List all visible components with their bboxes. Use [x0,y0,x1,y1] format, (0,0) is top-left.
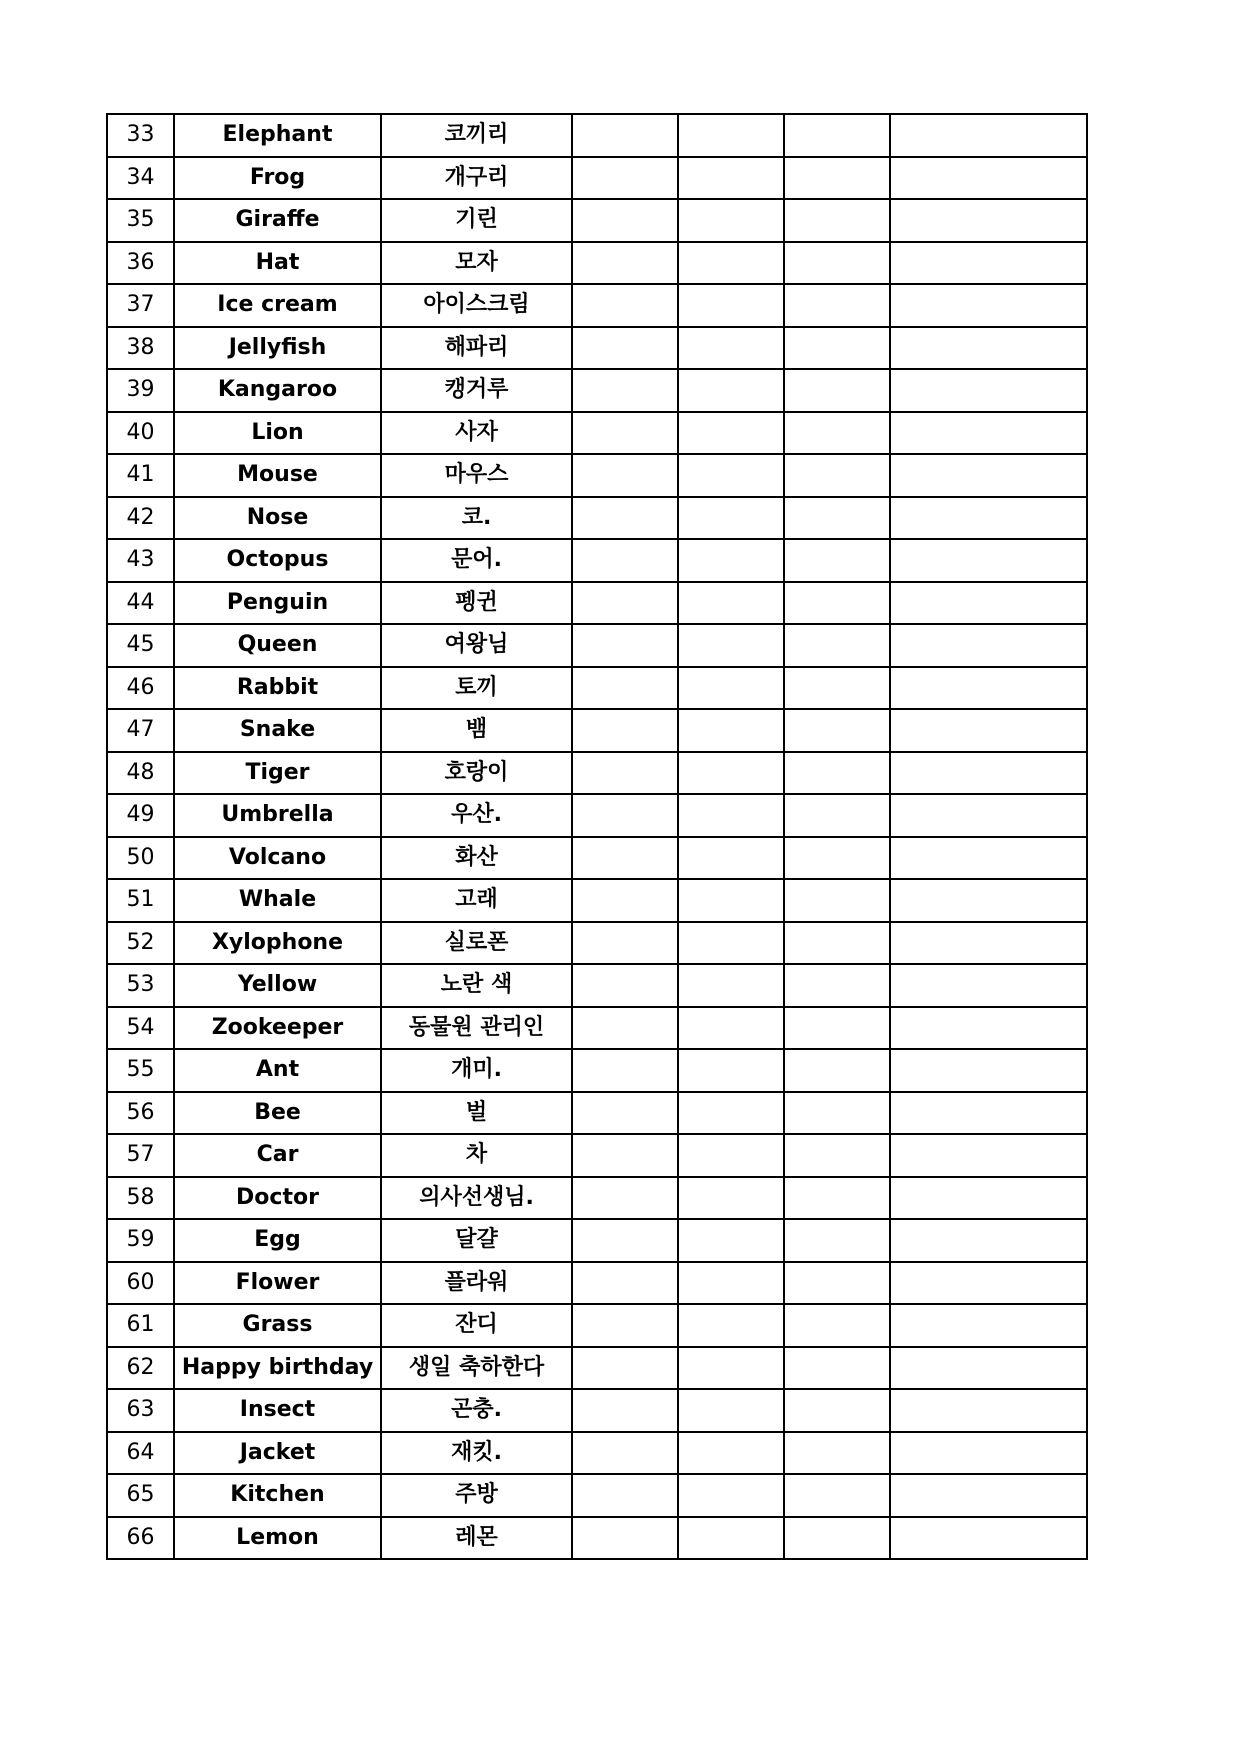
blank-cell-3 [784,327,890,370]
blank-cell-3 [784,667,890,710]
blank-cell-1 [572,1304,678,1347]
blank-cell-2 [678,1134,784,1177]
blank-cell-2 [678,1262,784,1305]
blank-cell-1 [572,1432,678,1475]
row-number: 56 [107,1092,174,1135]
row-number: 40 [107,412,174,455]
blank-cell-2 [678,837,784,880]
english-word: Lemon [174,1517,381,1560]
blank-cell-3 [784,539,890,582]
blank-cell-4 [890,1347,1087,1390]
row-number: 48 [107,752,174,795]
blank-cell-3 [784,1007,890,1050]
table-row [107,157,1087,200]
blank-cell-3 [784,582,890,625]
blank-cell-3 [784,752,890,795]
korean-word: 사자 [381,412,572,455]
english-word: Nose [174,497,381,540]
blank-cell-4 [890,582,1087,625]
blank-cell-2 [678,412,784,455]
blank-cell-4 [890,667,1087,710]
table-row [107,284,1087,327]
blank-cell-2 [678,497,784,540]
korean-word: 재킷. [381,1432,572,1475]
blank-cell-2 [678,1517,784,1560]
row-number: 47 [107,709,174,752]
blank-cell-1 [572,1517,678,1560]
english-word: Ant [174,1049,381,1092]
blank-cell-1 [572,1134,678,1177]
blank-cell-4 [890,454,1087,497]
blank-cell-1 [572,369,678,412]
english-word: Snake [174,709,381,752]
blank-cell-4 [890,1304,1087,1347]
korean-word: 모자 [381,242,572,285]
blank-cell-4 [890,1389,1087,1432]
blank-cell-2 [678,1219,784,1262]
blank-cell-1 [572,157,678,200]
blank-cell-2 [678,327,784,370]
english-word: Tiger [174,752,381,795]
blank-cell-1 [572,1049,678,1092]
row-number: 62 [107,1347,174,1390]
row-number: 45 [107,624,174,667]
blank-cell-4 [890,879,1087,922]
table-row [107,1347,1087,1390]
blank-cell-2 [678,752,784,795]
blank-cell-1 [572,1219,678,1262]
row-number: 63 [107,1389,174,1432]
english-word: Flower [174,1262,381,1305]
blank-cell-3 [784,1177,890,1220]
blank-cell-4 [890,1007,1087,1050]
row-number: 33 [107,114,174,157]
korean-word: 레몬 [381,1517,572,1560]
english-word: Kitchen [174,1474,381,1517]
english-word: Egg [174,1219,381,1262]
blank-cell-3 [784,1347,890,1390]
korean-word: 캥거루 [381,369,572,412]
blank-cell-1 [572,199,678,242]
row-number: 60 [107,1262,174,1305]
blank-cell-1 [572,284,678,327]
english-word: Grass [174,1304,381,1347]
blank-cell-2 [678,709,784,752]
blank-cell-4 [890,1432,1087,1475]
blank-cell-1 [572,1474,678,1517]
blank-cell-2 [678,624,784,667]
row-number: 61 [107,1304,174,1347]
korean-word: 생일 축하한다 [381,1347,572,1390]
korean-word: 여왕님 [381,624,572,667]
blank-cell-4 [890,1049,1087,1092]
blank-cell-4 [890,752,1087,795]
table-row [107,964,1087,1007]
blank-cell-4 [890,327,1087,370]
korean-word: 뱀 [381,709,572,752]
vocabulary-table-body [107,114,1087,1559]
blank-cell-4 [890,922,1087,965]
table-row [107,709,1087,752]
blank-cell-3 [784,242,890,285]
english-word: Queen [174,624,381,667]
row-number: 42 [107,497,174,540]
blank-cell-4 [890,1177,1087,1220]
korean-word: 고래 [381,879,572,922]
blank-cell-1 [572,709,678,752]
table-row [107,624,1087,667]
table-row [107,1177,1087,1220]
english-word: Kangaroo [174,369,381,412]
blank-cell-3 [784,922,890,965]
table-row [107,369,1087,412]
blank-cell-4 [890,114,1087,157]
blank-cell-4 [890,1092,1087,1135]
blank-cell-3 [784,794,890,837]
table-row [107,1389,1087,1432]
row-number: 57 [107,1134,174,1177]
table-row [107,242,1087,285]
blank-cell-1 [572,879,678,922]
row-number: 41 [107,454,174,497]
row-number: 46 [107,667,174,710]
row-number: 53 [107,964,174,1007]
blank-cell-4 [890,242,1087,285]
blank-cell-4 [890,539,1087,582]
blank-cell-3 [784,1134,890,1177]
row-number: 44 [107,582,174,625]
row-number: 54 [107,1007,174,1050]
row-number: 37 [107,284,174,327]
korean-word: 화산 [381,837,572,880]
row-number: 34 [107,157,174,200]
blank-cell-2 [678,879,784,922]
english-word: Elephant [174,114,381,157]
english-word: Doctor [174,1177,381,1220]
row-number: 52 [107,922,174,965]
blank-cell-2 [678,1177,784,1220]
row-number: 39 [107,369,174,412]
blank-cell-1 [572,242,678,285]
korean-word: 기린 [381,199,572,242]
blank-cell-2 [678,242,784,285]
blank-cell-1 [572,412,678,455]
row-number: 51 [107,879,174,922]
table-row [107,582,1087,625]
blank-cell-2 [678,964,784,1007]
english-word: Happy birthday [174,1347,381,1390]
table-row [107,327,1087,370]
english-word: Volcano [174,837,381,880]
english-word: Frog [174,157,381,200]
table-row [107,1007,1087,1050]
table-row [107,794,1087,837]
row-number: 50 [107,837,174,880]
blank-cell-1 [572,752,678,795]
blank-cell-4 [890,1517,1087,1560]
english-word: Jacket [174,1432,381,1475]
blank-cell-1 [572,454,678,497]
blank-cell-3 [784,624,890,667]
korean-word: 개구리 [381,157,572,200]
blank-cell-2 [678,794,784,837]
blank-cell-1 [572,837,678,880]
korean-word: 벌 [381,1092,572,1135]
english-word: Whale [174,879,381,922]
blank-cell-2 [678,1474,784,1517]
row-number: 43 [107,539,174,582]
blank-cell-3 [784,1049,890,1092]
table-row [107,1049,1087,1092]
table-row [107,114,1087,157]
blank-cell-2 [678,922,784,965]
korean-word: 차 [381,1134,572,1177]
table-row [107,497,1087,540]
blank-cell-1 [572,624,678,667]
blank-cell-3 [784,1389,890,1432]
table-row [107,1432,1087,1475]
korean-word: 개미. [381,1049,572,1092]
blank-cell-3 [784,1474,890,1517]
row-number: 66 [107,1517,174,1560]
blank-cell-3 [784,964,890,1007]
blank-cell-1 [572,1092,678,1135]
blank-cell-1 [572,1177,678,1220]
row-number: 35 [107,199,174,242]
blank-cell-1 [572,327,678,370]
korean-word: 주방 [381,1474,572,1517]
blank-cell-3 [784,1304,890,1347]
table-row [107,879,1087,922]
blank-cell-1 [572,667,678,710]
blank-cell-2 [678,1304,784,1347]
blank-cell-4 [890,709,1087,752]
korean-word: 호랑이 [381,752,572,795]
table-row [107,454,1087,497]
row-number: 55 [107,1049,174,1092]
table-row [107,667,1087,710]
english-word: Octopus [174,539,381,582]
table-row [107,199,1087,242]
blank-cell-1 [572,539,678,582]
blank-cell-1 [572,1389,678,1432]
blank-cell-4 [890,157,1087,200]
korean-word: 우산. [381,794,572,837]
korean-word: 의사선생님. [381,1177,572,1220]
table-row [107,922,1087,965]
english-word: Penguin [174,582,381,625]
table-row [107,539,1087,582]
english-word: Lion [174,412,381,455]
table-row [107,1474,1087,1517]
blank-cell-3 [784,497,890,540]
blank-cell-2 [678,582,784,625]
english-word: Zookeeper [174,1007,381,1050]
blank-cell-4 [890,1219,1087,1262]
blank-cell-3 [784,454,890,497]
blank-cell-2 [678,199,784,242]
english-word: Mouse [174,454,381,497]
korean-word: 마우스 [381,454,572,497]
korean-word: 문어. [381,539,572,582]
english-word: Giraffe [174,199,381,242]
blank-cell-2 [678,539,784,582]
blank-cell-4 [890,284,1087,327]
table-row [107,1262,1087,1305]
blank-cell-4 [890,624,1087,667]
blank-cell-4 [890,497,1087,540]
table-row [107,1134,1087,1177]
table-row [107,1219,1087,1262]
blank-cell-2 [678,1007,784,1050]
english-word: Rabbit [174,667,381,710]
blank-cell-1 [572,1007,678,1050]
korean-word: 토끼 [381,667,572,710]
blank-cell-3 [784,709,890,752]
row-number: 58 [107,1177,174,1220]
blank-cell-1 [572,922,678,965]
blank-cell-2 [678,284,784,327]
korean-word: 동물원 관리인 [381,1007,572,1050]
blank-cell-3 [784,879,890,922]
blank-cell-4 [890,1262,1087,1305]
blank-cell-3 [784,114,890,157]
korean-word: 펭귄 [381,582,572,625]
blank-cell-4 [890,964,1087,1007]
blank-cell-2 [678,667,784,710]
korean-word: 플라워 [381,1262,572,1305]
vocabulary-table [106,113,1088,1560]
blank-cell-1 [572,964,678,1007]
blank-cell-1 [572,1347,678,1390]
blank-cell-4 [890,369,1087,412]
blank-cell-3 [784,369,890,412]
table-row [107,1517,1087,1560]
table-row [107,412,1087,455]
blank-cell-3 [784,1262,890,1305]
korean-word: 곤충. [381,1389,572,1432]
korean-word: 실로폰 [381,922,572,965]
blank-cell-4 [890,837,1087,880]
row-number: 64 [107,1432,174,1475]
table-row [107,752,1087,795]
blank-cell-1 [572,497,678,540]
english-word: Hat [174,242,381,285]
blank-cell-3 [784,199,890,242]
row-number: 65 [107,1474,174,1517]
english-word: Umbrella [174,794,381,837]
blank-cell-2 [678,369,784,412]
blank-cell-1 [572,114,678,157]
english-word: Jellyfish [174,327,381,370]
blank-cell-3 [784,1432,890,1475]
blank-cell-1 [572,582,678,625]
blank-cell-2 [678,114,784,157]
blank-cell-3 [784,1517,890,1560]
blank-cell-2 [678,157,784,200]
english-word: Bee [174,1092,381,1135]
table-row [107,837,1087,880]
row-number: 59 [107,1219,174,1262]
korean-word: 코. [381,497,572,540]
english-word: Car [174,1134,381,1177]
blank-cell-3 [784,1219,890,1262]
blank-cell-2 [678,454,784,497]
blank-cell-3 [784,1092,890,1135]
row-number: 36 [107,242,174,285]
blank-cell-1 [572,1262,678,1305]
english-word: Xylophone [174,922,381,965]
korean-word: 잔디 [381,1304,572,1347]
english-word: Yellow [174,964,381,1007]
blank-cell-4 [890,199,1087,242]
blank-cell-4 [890,1474,1087,1517]
english-word: Insect [174,1389,381,1432]
blank-cell-2 [678,1347,784,1390]
blank-cell-3 [784,837,890,880]
blank-cell-3 [784,284,890,327]
blank-cell-1 [572,794,678,837]
blank-cell-2 [678,1389,784,1432]
english-word: Ice cream [174,284,381,327]
table-row [107,1304,1087,1347]
blank-cell-4 [890,1134,1087,1177]
korean-word: 아이스크림 [381,284,572,327]
blank-cell-3 [784,412,890,455]
korean-word: 코끼리 [381,114,572,157]
blank-cell-4 [890,794,1087,837]
row-number: 49 [107,794,174,837]
blank-cell-2 [678,1432,784,1475]
blank-cell-3 [784,157,890,200]
blank-cell-2 [678,1049,784,1092]
table-row [107,1092,1087,1135]
korean-word: 달걀 [381,1219,572,1262]
korean-word: 해파리 [381,327,572,370]
korean-word: 노란 색 [381,964,572,1007]
blank-cell-2 [678,1092,784,1135]
blank-cell-4 [890,412,1087,455]
row-number: 38 [107,327,174,370]
